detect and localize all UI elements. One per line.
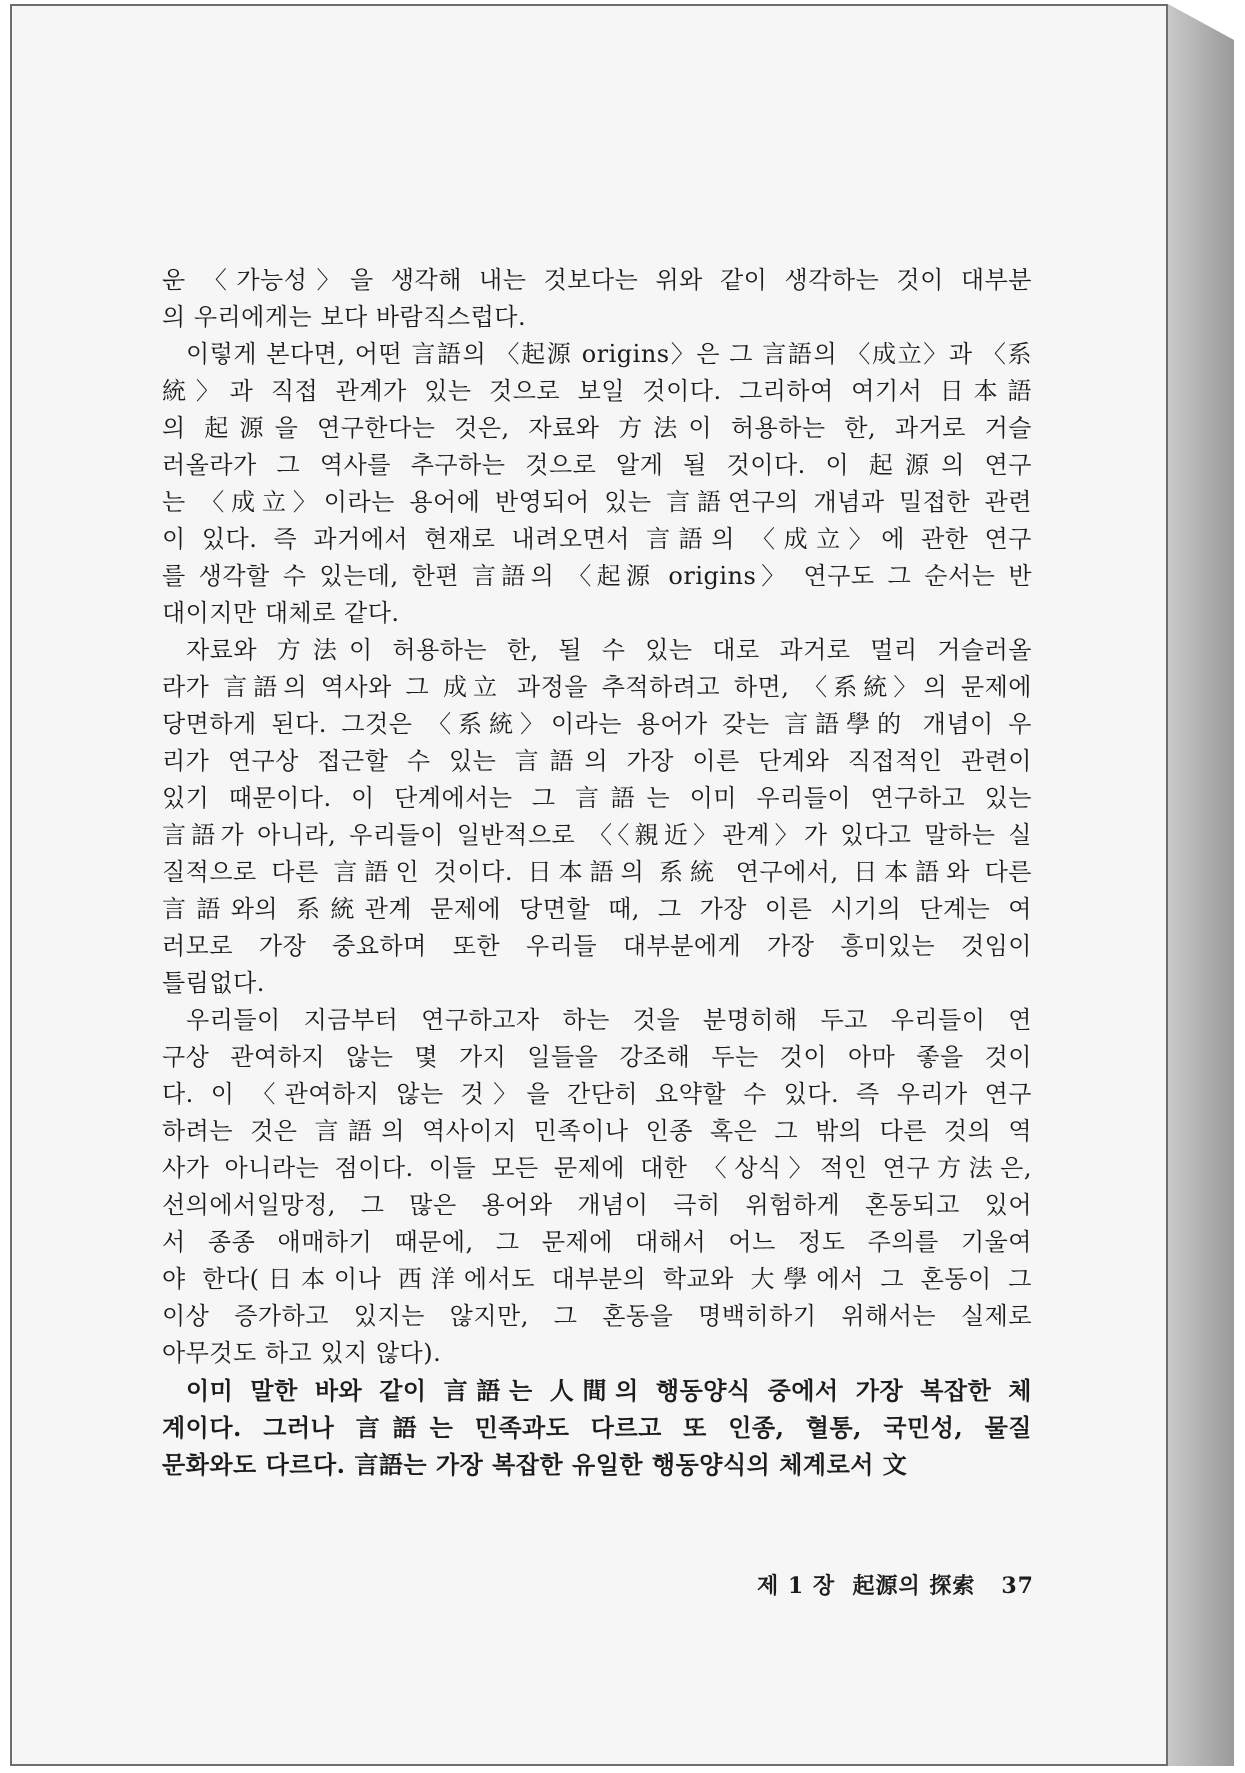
text-line: 라가 言語의 역사와 그 成立 과정을 추적하려고 하면, 〈系統〉의 문제에: [162, 673, 1032, 701]
text-line: 우리들이 지금부터 연구하고자 하는 것을 분명히해 두고 우리들이 연: [186, 1006, 1032, 1034]
text-line: 하려는 것은 言語의 역사이지 민족이나 인종 혹은 그 밖의 다른 것의 역: [162, 1117, 1032, 1145]
text-line: 당면하게 된다. 그것은 〈系統〉이라는 용어가 갖는 言語學的 개념이 우: [162, 710, 1032, 738]
text-line: 言語와의 系統관계 문제에 당면할 때, 그 가장 이른 시기의 단계는 여: [162, 895, 1032, 923]
text-line: 자료와 方法이 허용하는 한, 될 수 있는 대로 과거로 멀리 거슬러올: [186, 636, 1032, 664]
text-line: 대이지만 대체로 같다.: [162, 599, 400, 627]
paragraph: [162, 1002, 1032, 1372]
text-line: 의 起源을 연구한다는 것은, 자료와 方法이 허용하는 한, 과거로 거슬: [162, 414, 1032, 442]
text-line: 선의에서일망정, 그 많은 용어와 개념이 극히 위험하게 혼동되고 있어: [162, 1191, 1032, 1219]
page-footer: [12, 1569, 1034, 1600]
paragraph: [162, 262, 1032, 336]
text-line: 운 〈가능성〉을 생각해 내는 것보다는 위와 같이 생각하는 것이 대부분: [162, 266, 1032, 294]
text-line: 서 종종 애매하기 때문에, 그 문제에 대해서 어느 정도 주의를 기울여: [162, 1228, 1032, 1256]
text-line: 는 〈成立〉이라는 용어에 반영되어 있는 言語연구의 개념과 밀접한 관련: [162, 488, 1032, 516]
text-line: 言語가 아니라, 우리들이 일반적으로 〈〈親近〉관계〉가 있다고 말하는 실: [162, 821, 1032, 849]
text-line: 統〉과 직접 관계가 있는 것으로 보일 것이다. 그리하여 여기서 日本語: [162, 377, 1032, 405]
text-line: 러올라가 그 역사를 추구하는 것으로 알게 될 것이다. 이 起源의 연구: [162, 451, 1032, 479]
footer-chapter-title: 起源의 探索: [852, 1573, 976, 1599]
text-line: 이 있다. 즉 과거에서 현재로 내려오면서 言語의 〈成立〉에 관한 연구: [162, 525, 1032, 553]
text-line: 틀림없다.: [162, 969, 265, 997]
paragraph: [162, 632, 1032, 1002]
text-line: 계이다. 그러나 言語는 민족과도 다르고 또 인종, 혈통, 국민성, 물질: [162, 1413, 1032, 1442]
paragraph: [162, 1372, 1032, 1483]
text-line: 구상 관여하지 않는 몇 가지 일들을 강조해 두는 것이 아마 좋을 것이: [162, 1043, 1032, 1071]
book-page: [10, 4, 1168, 1766]
footer-chapter: 제 1 장: [757, 1573, 836, 1599]
text-line: 를 생각할 수 있는데, 한편 言語의 〈起源 origins〉 연구도 그 순서는 반: [162, 562, 1032, 590]
text-line: 아무것도 하고 있지 않다).: [162, 1339, 442, 1367]
text-line: 문화와도 다르다. 言語는 가장 복잡한 유일한 행동양식의 체계로서 文: [162, 1450, 908, 1479]
text-line: 리가 연구상 접근할 수 있는 言語의 가장 이른 단계와 직접적인 관련이: [162, 747, 1032, 775]
text-line: 러모로 가장 중요하며 또한 우리들 대부분에게 가장 흥미있는 것임이: [162, 932, 1032, 960]
text-line: 질적으로 다른 言語인 것이다. 日本語의 系統 연구에서, 日本語와 다른: [162, 858, 1032, 886]
text-line: 이미 말한 바와 같이 言語는 人間의 행동양식 중에서 가장 복잡한 체: [186, 1376, 1032, 1405]
text-line: 있기 때문이다. 이 단계에서는 그 言語는 이미 우리들이 연구하고 있는: [162, 784, 1032, 812]
page-number: 37: [1001, 1573, 1034, 1599]
text-line: 다. 이 〈관여하지 않는 것〉을 간단히 요약할 수 있다. 즉 우리가 연구: [162, 1080, 1032, 1108]
text-line: 사가 아니라는 점이다. 이들 모든 문제에 대한 〈상식〉적인 연구方法은,: [162, 1154, 1032, 1182]
text-line: 야 한다(日本이나 西洋에서도 대부분의 학교와 大學에서 그 혼동이 그: [162, 1265, 1032, 1293]
text-line: 의 우리에게는 보다 바람직스럽다.: [162, 303, 527, 331]
text-line: 이렇게 본다면, 어떤 言語의 〈起源 origins〉은 그 言語의 〈成立〉과 〈系: [186, 340, 1032, 368]
book-page-edges: [1168, 4, 1234, 1766]
paragraph: [162, 336, 1032, 632]
text-line: 이상 증가하고 있지는 않지만, 그 혼동을 명백히하기 위해서는 실제로: [162, 1302, 1032, 1330]
page-body-text: [162, 262, 1032, 1483]
